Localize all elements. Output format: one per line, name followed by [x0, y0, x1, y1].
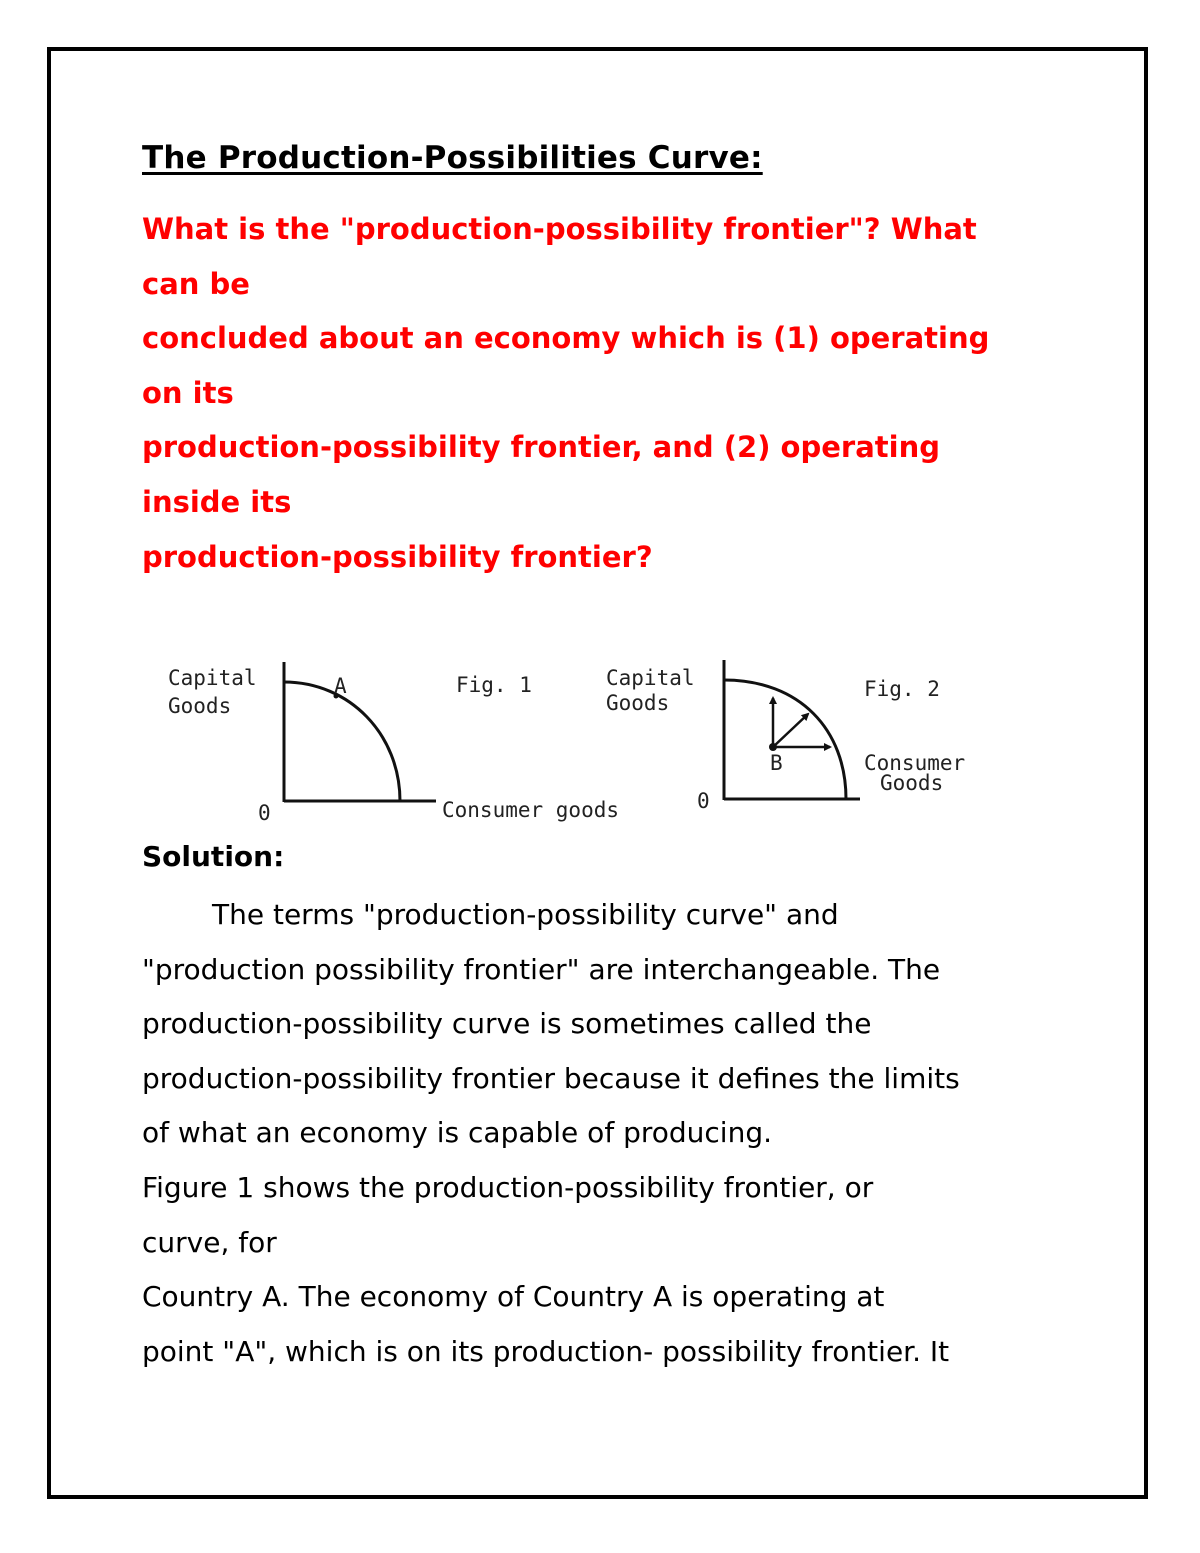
body-line: point "A", which is on its production- possibility frontier. It	[142, 1334, 950, 1368]
body-line: The terms "production-possibility curve" and	[212, 898, 839, 931]
ppf-figures	[140, 640, 1020, 844]
question-line: production-possibility frontier?	[142, 539, 653, 574]
body-line: of what an economy is capable of producing.	[142, 1116, 772, 1150]
question-line: can be	[142, 266, 250, 301]
fig2-arrow-diagonal	[773, 714, 808, 747]
question-line: inside its	[142, 484, 292, 519]
ppf-figures-svg	[140, 640, 1020, 840]
fig2-ppf-curve	[724, 680, 846, 799]
question-line: production-possibility frontier, and (2) operating	[142, 430, 940, 465]
body-line: "production possibility frontier" are interchangeable. The	[142, 952, 941, 986]
fig1-x-label: Consumer goods	[442, 798, 620, 822]
fig2-point-b-label: B	[770, 751, 783, 775]
fig2-x-label-consumer: Consumer	[864, 751, 966, 775]
question-text	[142, 202, 1102, 584]
figure-1	[168, 662, 619, 825]
fig2-y-label-goods: Goods	[606, 691, 670, 715]
body-line: production-possibility curve is sometimes called the	[142, 1007, 872, 1041]
solution-body	[142, 888, 1102, 1379]
fig1-origin: 0	[258, 801, 271, 825]
fig2-origin: 0	[697, 789, 710, 813]
fig1-caption: Fig. 1	[456, 673, 532, 697]
body-line: Figure 1 shows the production-possibility frontier, or	[142, 1170, 874, 1204]
fig1-point-a-label: A	[334, 674, 347, 698]
question-line: concluded about an economy which is (1) operating	[142, 321, 990, 356]
body-line: production-possibility frontier because it defines the limits	[142, 1061, 960, 1095]
page-title: The Production-Possibilities Curve:	[142, 140, 763, 176]
fig1-ppf-curve	[284, 682, 400, 801]
fig1-y-label-goods: Goods	[168, 694, 232, 718]
fig1-y-label-capital: Capital	[168, 666, 257, 690]
question-line: What is the "production-possibility frontier"? What	[142, 212, 977, 246]
fig2-caption: Fig. 2	[864, 677, 940, 701]
solution-heading: Solution:	[142, 840, 285, 873]
fig2-y-label-capital: Capital	[606, 666, 695, 690]
fig2-x-label-goods: Goods	[880, 771, 944, 795]
figure-2	[606, 660, 965, 813]
question-line: on its	[142, 375, 234, 410]
body-line: curve, for	[142, 1225, 277, 1259]
body-line: Country A. The economy of Country A is operating at	[142, 1280, 885, 1314]
